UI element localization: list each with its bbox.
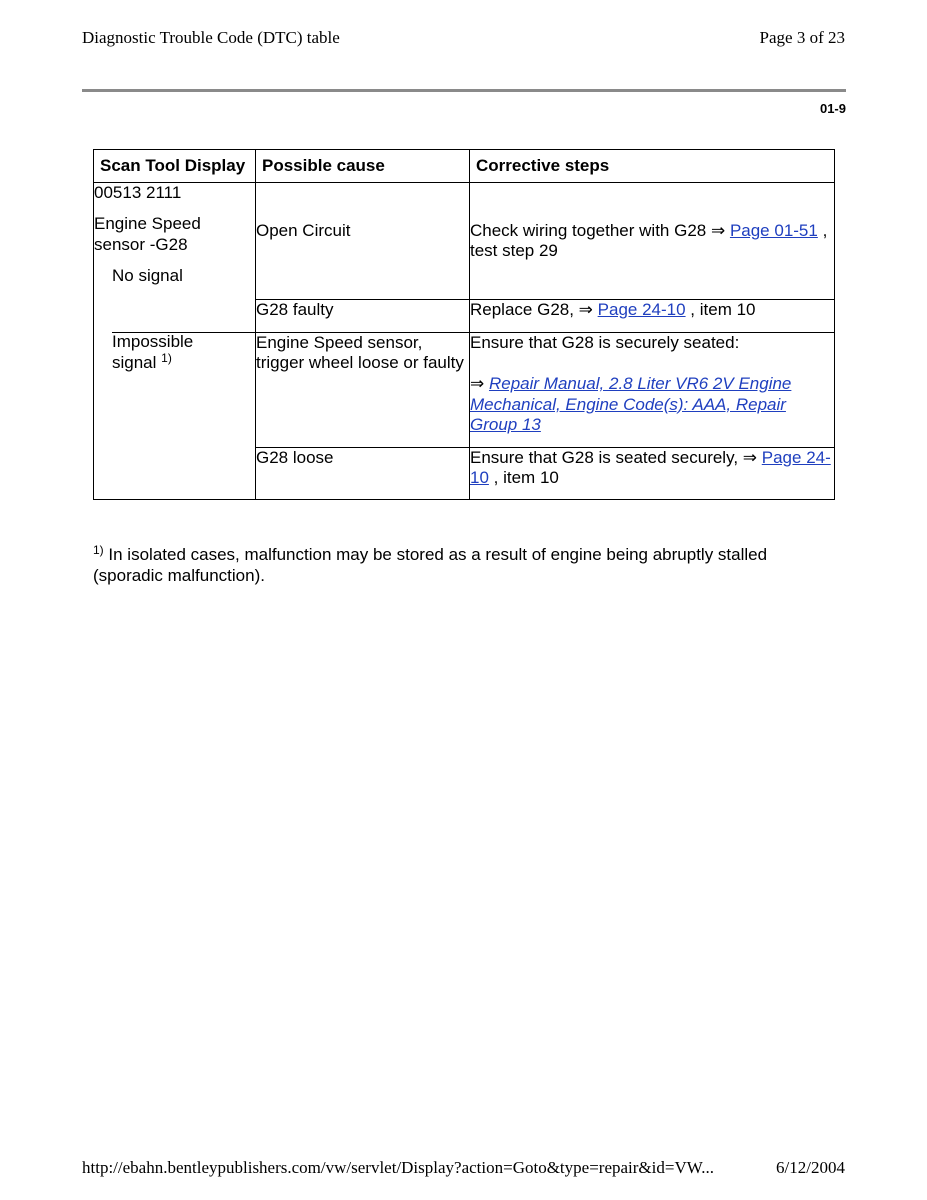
step-suffix: , item 10: [690, 299, 756, 319]
cause-cell: [256, 332, 470, 447]
col-header-possible-cause: Possible cause: [256, 150, 470, 183]
steps-cell: [470, 299, 835, 332]
arrow-icon: ⇒: [470, 374, 485, 393]
footnote-ref: 1): [161, 350, 172, 365]
cause-text: G28 loose: [256, 447, 334, 467]
table-header-row: [94, 150, 835, 183]
dtc-code: 00513 2111: [94, 182, 182, 202]
steps-cell: [470, 447, 835, 499]
cause-cell: [256, 182, 470, 299]
page-id: 01-9: [819, 101, 846, 116]
page-link[interactable]: Page 24-10: [470, 447, 831, 487]
dtc-no-signal: No signal: [112, 266, 183, 285]
step-text: Replace G28, ⇒: [470, 299, 593, 319]
footnote: [93, 544, 833, 586]
dtc-impossible-signal: [94, 332, 222, 373]
display-cell-bottom: [94, 332, 256, 499]
table-row: [94, 182, 835, 299]
page-link[interactable]: Page 24-10: [597, 299, 686, 319]
header-divider: [82, 89, 846, 92]
step-suffix: , item 10: [493, 468, 559, 487]
source-url: http://ebahn.bentleypublishers.com/vw/servlet/Display?action=Goto&type=repair&id=VW...: [82, 1158, 714, 1177]
col-header-scan-tool: Scan Tool Display: [94, 150, 256, 183]
cause-text: Engine Speed sensor, trigger wheel loose or faulty: [256, 332, 464, 372]
impossible-text: Impossible signal: [112, 332, 194, 372]
step-text: Ensure that G28 is seated securely, ⇒: [470, 447, 758, 467]
document-title: Diagnostic Trouble Code (DTC) table: [82, 28, 340, 47]
col-header-corrective-steps: Corrective steps: [470, 150, 835, 183]
dtc-table: [93, 149, 835, 500]
steps-cell: [470, 182, 835, 299]
print-date: 6/12/2004: [776, 1158, 845, 1177]
page-link[interactable]: Page 01-51: [729, 220, 818, 240]
display-cell-top: [94, 182, 256, 332]
footnote-marker: 1): [93, 543, 104, 557]
table-row: [94, 332, 835, 447]
page-counter: Page 3 of 23: [759, 28, 845, 47]
steps-cell: [470, 332, 835, 447]
cause-text: G28 faulty: [256, 299, 334, 319]
repair-manual-link[interactable]: Repair Manual, 2.8 Liter VR6 2V Engine Mechanical, Engine Code(s): AAA, Repair Group 13: [470, 374, 792, 434]
dtc-component: Engine Speed sensor -G28: [94, 214, 201, 254]
footnote-text: In isolated cases, malfunction may be stored as a result of engine being abruptly stalled (sporadic malfunction).: [93, 545, 768, 585]
cause-cell: [256, 447, 470, 499]
step-text: Ensure that G28 is securely seated:: [470, 332, 740, 352]
step-text: Check wiring together with G28 ⇒: [470, 220, 726, 240]
cause-cell: [256, 299, 470, 332]
cause-text: Open Circuit: [256, 220, 351, 240]
step-suffix: , test step 29: [470, 220, 828, 260]
